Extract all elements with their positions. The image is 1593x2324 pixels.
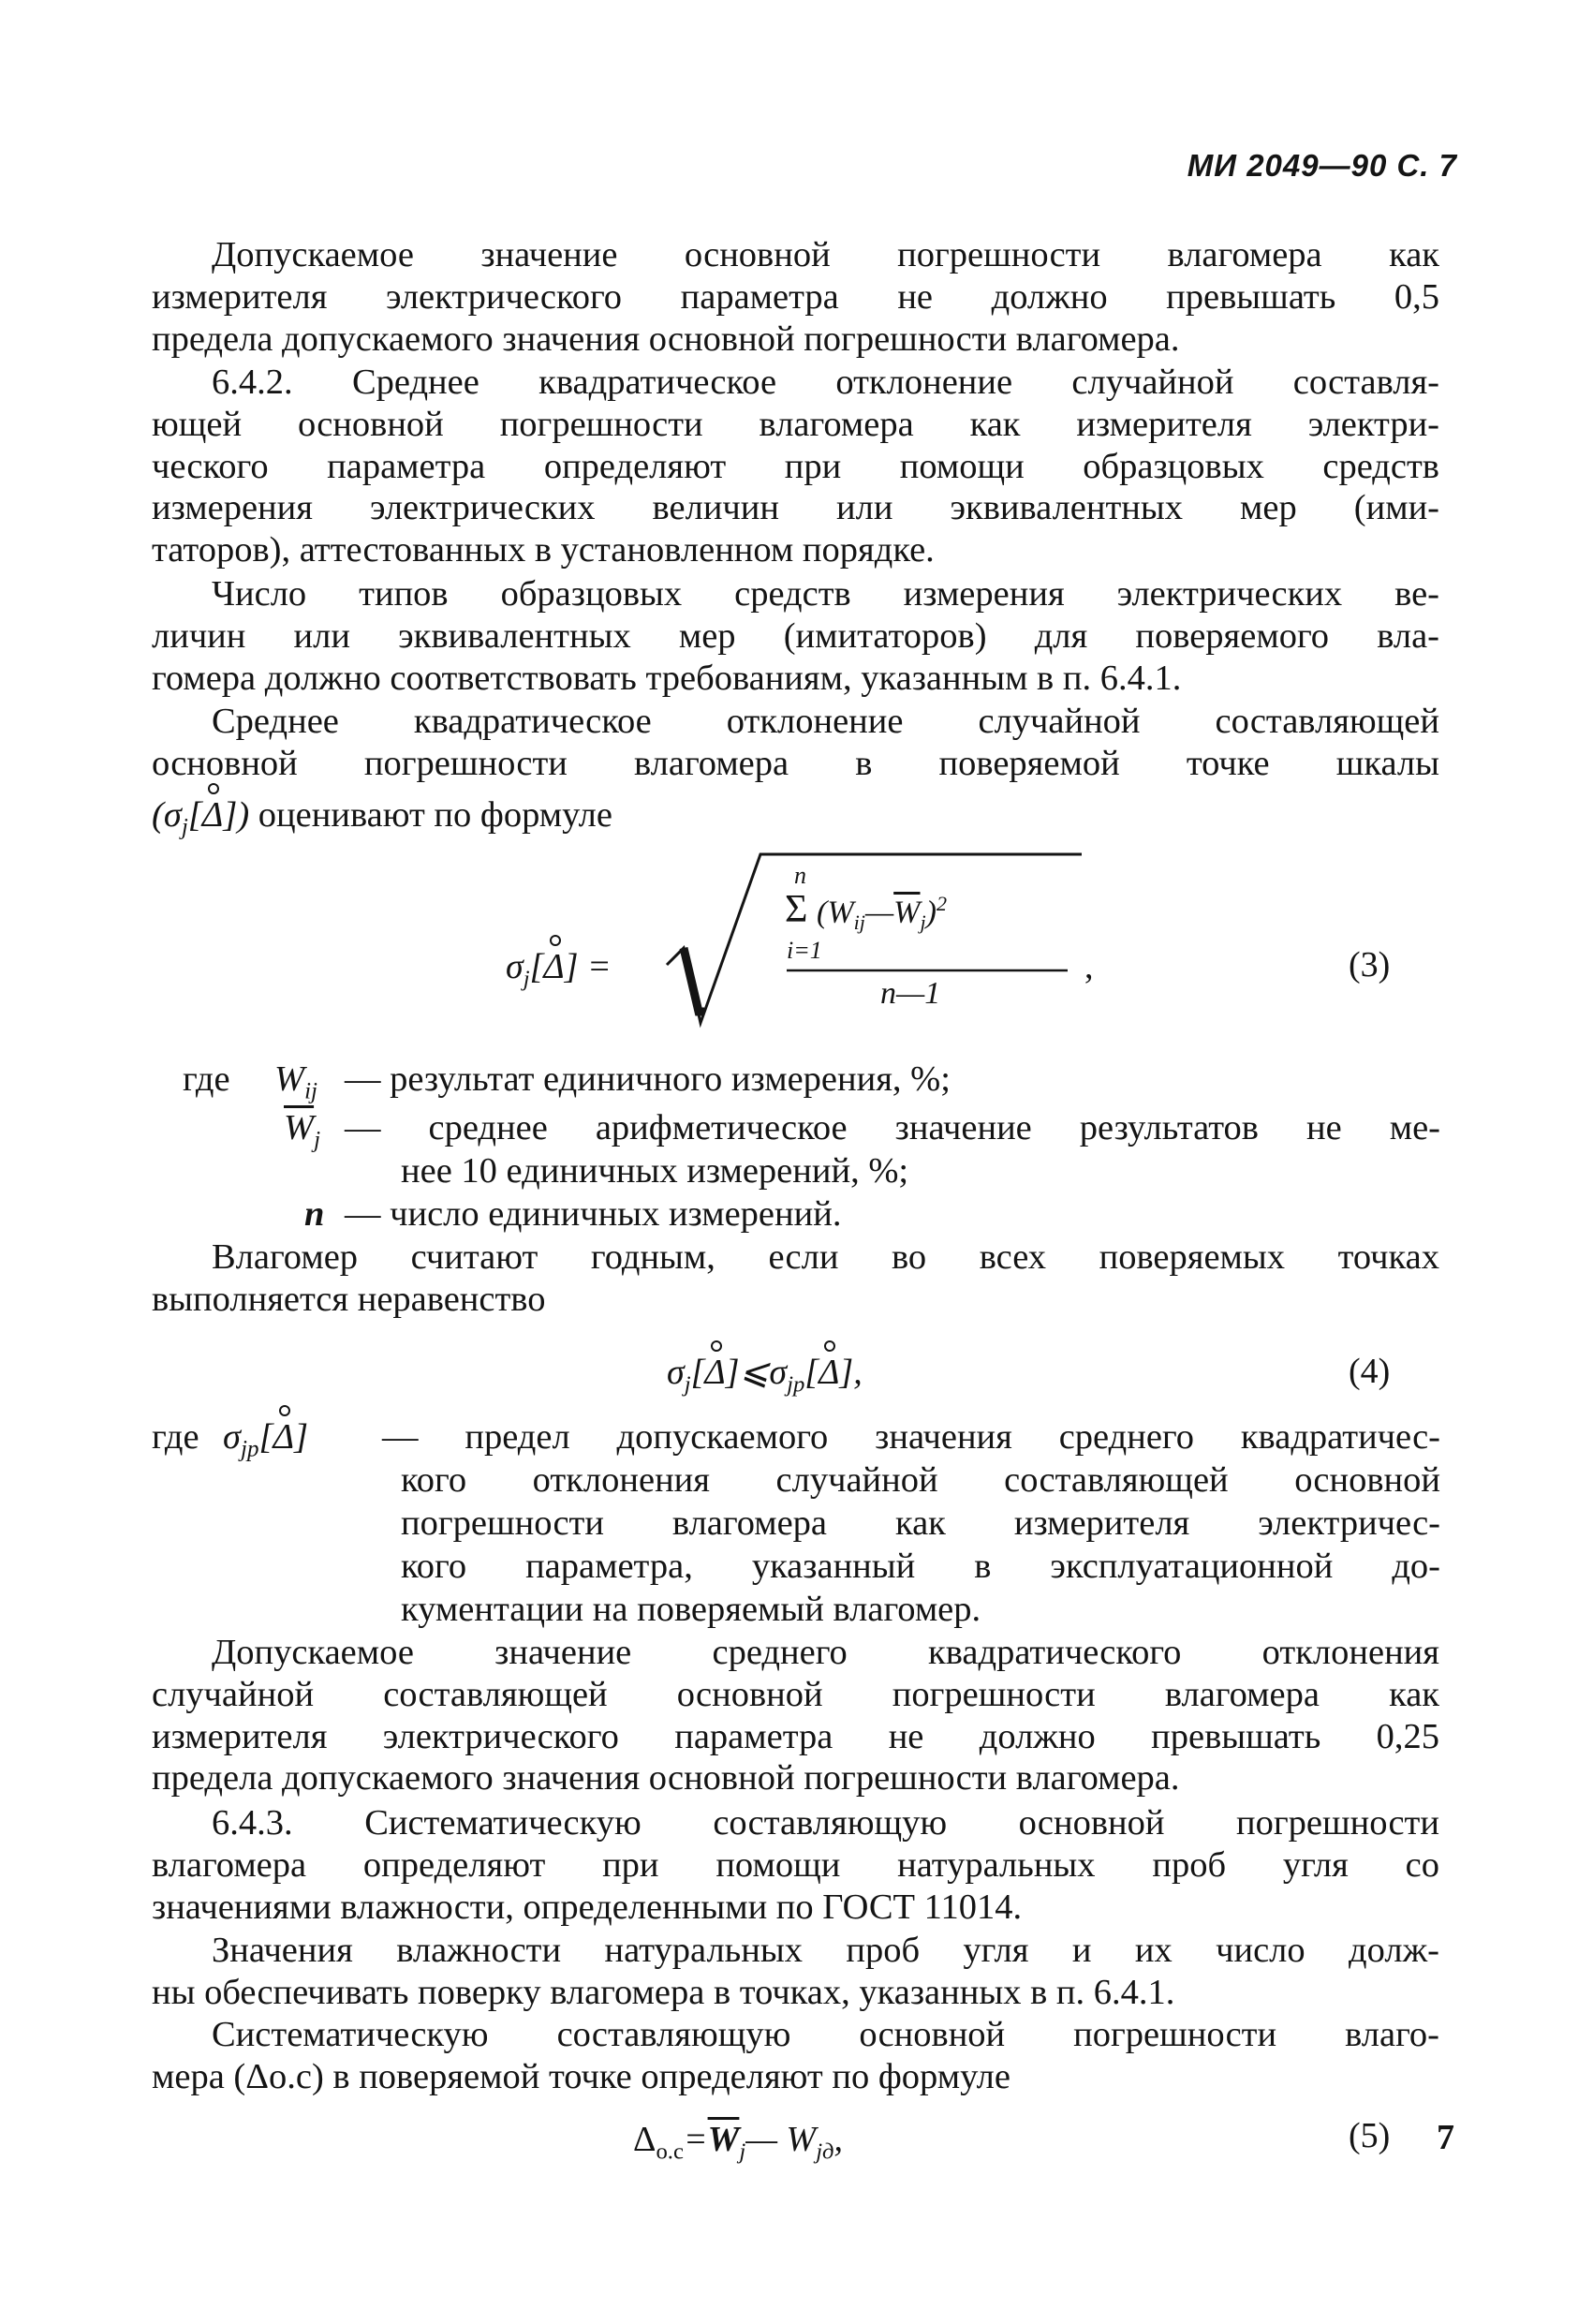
definition-text: — число единичных измерений. (345, 1194, 842, 1234)
text-line: значениями влажности, определенными по ГОСТ 11014. (152, 1887, 1023, 1927)
text-line: ческого параметра определяют при помощи образцовых средств (152, 446, 1439, 486)
text-line: измерения электрических величин или эквивалентных мер (ими- (152, 488, 1439, 528)
definition-text: — предел допускаемого значения среднего квадратичес- (382, 1417, 1440, 1457)
equation-number-3: (3) (1349, 945, 1391, 984)
definition-text: погрешности влагомера как измерителя электричес- (401, 1503, 1440, 1543)
page-number: 7 (1437, 2118, 1454, 2157)
text-line: мера (Δо.с) в поверяемой точке определяют по формуле (152, 2056, 1010, 2096)
document-page: МИ 2049—90 С. 7 Допускаемое значение основной погрешности влагомера как измерителя электрического параметра не должно превышать 0,5 предела допускаемого значения основной погрешности влагомера. 6.4.2. Среднее квадратическое отклонение случайной составля- ющей основной погрешности влагомера как измерителя электри- ческого параметра определяют при помощи образцовых средств измерения электрических величин или эквивалентных мер (ими- таторов), аттестованных в установленном порядке. Число типов образцовых средств измерения электрических ве- личин или эквивалентных мер (имитаторов) для поверяемого вла- гомера должно соответствовать требованиям, указанным в п. 6.4.1. Среднее квадратическое отклонение случайной составляющей основной погрешности влагомера в поверяемой точке шкалы $(\sigma_j[\Delta])$ оценивают по формуле $\sigma_j[\Delta]$ = n Σ $(W_{ij}—\overline{W}_j)^2$ i=1 n—1 , (3) где $W_{ij}$ — результат единичного измерения, %; $\overline{W}_j$ — среднее арифметическое значение результатов не ме- нее 10 единичных измерений, %; n — число единичных измерений. Влагомер считают годным, если во всех поверяемых точках выполняется неравенство $\sigma_j[\Delta]⩽\sigma_{jp}[\Delta]$, (4) где $\sigma_{jp}[\Delta]$ — предел допускаемого значения среднего квадратичес- кого отклонения случайной составляющей основной погрешности влагомера как измерителя электричес- кого параметра, указанный в эксплуатационной до- кументации на поверяемый влагомер. Допускаемое значение среднего квадратического отклонения случайной составляющей основной погрешности влагомера как измерителя электрического параметра не должно превышать 0,25 предела допускаемого значения основной погрешности влагомера. 6.4.3. Систематическую составляющую основной погрешности влагомера определяют при помощи натуральных проб угля со значениями влажности, определенными по ГОСТ 11014. Значения влажности натуральных проб угля и их число долж- ны обеспечивать поверку влагомера в точках, указанных в п. 6.4.1. Систематическую составляющую основной погрешности влаго- мера (Δо.с) в поверяемой точке определяют по формуле $\Delta_{о.с}=\overline{W}_j—$ $W_{jд}$, (5) 7 (152, 148, 1457, 2165)
formula-intro-line: $(\sigma_j[\Delta])$ оценивают по формуле (152, 795, 612, 840)
paragraph-number-of-types (152, 573, 1439, 699)
paragraph-suitability (152, 1236, 1439, 1321)
paragraph-moisture-values (152, 1930, 1439, 2014)
definition-text: — результат единичного измерения, %; (345, 1059, 951, 1099)
paragraph-permissible-std (152, 1632, 1439, 1799)
text-line: Допускаемое значение среднего квадратического отклонения (212, 1633, 1439, 1672)
sum-lower-limit: i=1 (787, 937, 822, 964)
symbol-Wij: $W_{ij}$ (274, 1059, 317, 1104)
text-line: влагомера определяют при помощи натуральных проб угля со (152, 1844, 1439, 1885)
where-label: где (152, 1417, 199, 1457)
sum-sign: Σ (785, 888, 808, 931)
radical-sign (656, 843, 1086, 1030)
text-line: гомера должно соответствовать требованиям, указанным в п. 6.4.1. (152, 658, 1182, 698)
text-line: предела допускаемого значения основной погрешности влагомера. (152, 318, 1180, 359)
text-line: 6.4.2. Среднее квадратическое отклонение случайной составля- (212, 363, 1439, 402)
paragraph-permissible-error (152, 234, 1439, 360)
sum-upper-limit: n (794, 862, 806, 889)
paragraph-systematic-component (152, 2014, 1439, 2098)
definition-text: кого параметра, указанный в эксплуатационной до- (401, 1547, 1440, 1586)
definition-text: нее 10 единичных измерений, %; (401, 1151, 909, 1191)
definition-text: — среднее арифметическое значение результатов не ме- (345, 1108, 1440, 1147)
text-line: предела допускаемого значения основной погрешности влагомера. (152, 1758, 1180, 1799)
paragraph-6-4-3 (152, 1802, 1439, 1928)
paragraph-std-deviation (152, 701, 1439, 785)
text-line: 6.4.3. Систематическую составляющую основной погрешности (212, 1803, 1439, 1843)
text-line: таторов), аттестованных в установленном порядке. (152, 530, 935, 570)
symbol-Wj-bar: $\overline{W}_j$ (284, 1108, 321, 1153)
equation-number-5: (5) (1349, 2116, 1391, 2155)
text-line: Число типов образцовых средств измерения электрических ве- (212, 574, 1439, 614)
text-line: выполняется неравенство (152, 1279, 546, 1319)
paragraph-6-4-2 (152, 362, 1439, 571)
text-line: ны обеспечивать поверку влагомера в точках, указанных в п. 6.4.1. (152, 1972, 1175, 2012)
sum-expression: $(W_{ij}—\overline{W}_j)^2$ (817, 892, 948, 935)
text-line: измерителя электрического параметра не должно превышать 0,5 (152, 276, 1439, 317)
text-line: основной погрешности влагомера в поверяемой точке шкалы (152, 743, 1439, 783)
page-header: МИ 2049—90 С. 7 (1187, 148, 1457, 183)
equation-number-4: (4) (1349, 1352, 1391, 1391)
text-line: Систематическую составляющую основной погрешности влаго- (212, 2015, 1439, 2054)
comma: , (1084, 947, 1094, 986)
text-line: измерителя электрического параметра не должно превышать 0,25 (152, 1716, 1439, 1756)
symbol-sigma-jp: $\sigma_{jp}[\Delta]$ (223, 1417, 309, 1462)
symbol-n: n (304, 1194, 325, 1234)
text-line: Значения влажности натуральных проб угля и их число долж- (212, 1931, 1439, 1970)
text-line: Влагомер считают годным, если во всех поверяемых точках (212, 1237, 1439, 1277)
where-label: где (183, 1059, 230, 1099)
text-line: Допускаемое значение основной погрешности влагомера как (212, 235, 1439, 274)
definition-text: кого отклонения случайной составляющей основной (401, 1460, 1440, 1500)
denominator: n—1 (880, 976, 941, 1011)
text-line: Среднее квадратическое отклонение случайной составляющей (212, 702, 1439, 741)
text-line: оценивают по формуле (258, 795, 612, 835)
definition-text: кументации на поверяемый влагомер. (401, 1590, 981, 1629)
text-line: ющей основной погрешности влагомера как измерителя электри- (152, 404, 1439, 444)
text-line: случайной составляющей основной погрешности влагомера как (152, 1674, 1439, 1714)
text-line: личин или эквивалентных мер (имитаторов) для поверяемого вла- (152, 615, 1439, 656)
